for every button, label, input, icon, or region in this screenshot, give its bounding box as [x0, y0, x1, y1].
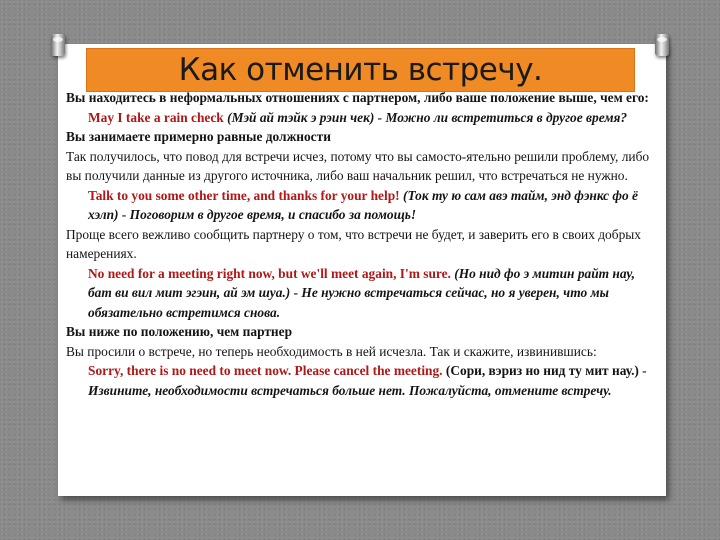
intro-paragraph: Вы находитесь в неформальных отношениях с партнером, либо ваше положение выше, чем его: [66, 90, 649, 105]
phrase-english: Sorry, there is no need to meet now. Please cancel the meeting. [88, 363, 443, 378]
phrase-block-2 [66, 186, 662, 225]
phrase-english: May I take a rain check [88, 109, 224, 125]
phrase-english: No need for a meeting right now, but we'll meet again, I'm sure. [88, 265, 451, 281]
section-heading: Вы занимаете примерно равные должности [66, 129, 331, 144]
phrase-transcription: (Но нид фо э митин райт нау, бат ви вил мит эгэин, ай эм шуа.) [88, 265, 636, 300]
phrase-translation: - Извините, необходимости встречаться больше нет. Пожалуйста, отмените встречу. [88, 363, 647, 398]
phrase-block-4 [66, 361, 662, 400]
phrase-block-3 [66, 264, 662, 323]
phrase-transcription: (Сори, вэриз но нид ту мит нау.) [442, 363, 639, 378]
phrase-transcription: (Мэй ай тэйк э рэин чек) [227, 109, 375, 125]
phrase-translation: - Можно ли встретиться в другое время? [374, 109, 628, 125]
phrase-translation: - Поговорим в другое время, и спасибо за помощь! [118, 207, 417, 222]
body-paragraph: Вы просили о встрече, но теперь необходимость в ней исчезла. Так и скажите, извинившись: [66, 343, 597, 359]
section-heading: Вы ниже по положению, чем партнер [66, 324, 293, 339]
pin-icon [51, 34, 65, 56]
pin-icon [655, 34, 669, 56]
phrase-transcription: (Ток ту ю сам авэ тайм, энд фэнкс фо ё хэлп) [88, 187, 638, 222]
body-paragraph: Проще всего вежливо сообщить партнеру о том, что встречи не будет, и заверить его в своих добрых намерениях. [66, 226, 641, 261]
slide-title: Как отменить встречу. [178, 52, 543, 88]
body-paragraph: Так получилось, что повод для встречи исчез, потому что вы самосто-ятельно решили проблему, либо вы получили данные из другого источника, либо ваш начальник решил, что встречаться не нужно. [66, 148, 650, 183]
phrase-translation: - Не нужно встречаться сейчас, но я уверен, что мы обязательно встретимся снова. [88, 285, 609, 320]
phrase-english: Talk to you some other time, and thanks for your help! [88, 187, 400, 203]
phrase-block-1 [66, 108, 662, 128]
slide-content [66, 88, 662, 400]
